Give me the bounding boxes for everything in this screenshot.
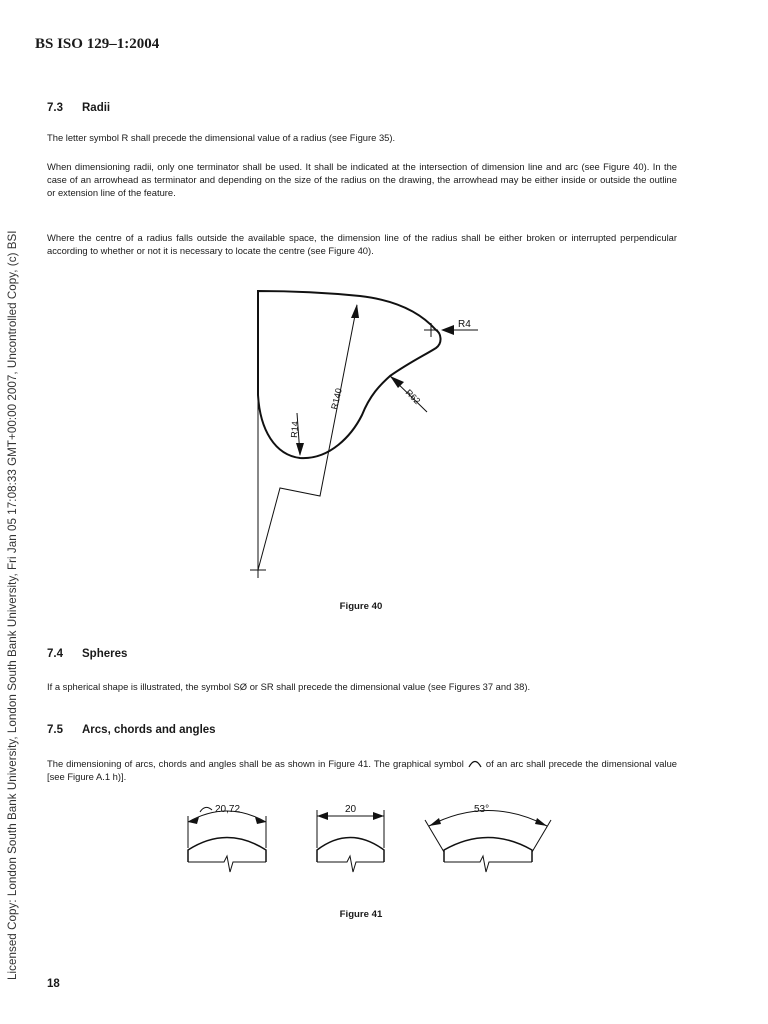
paragraph-radii-2: When dimensioning radii, only one terminator shall be used. It shall be indicated at the intersection of dimension line and arc (see Figure 40). In the case of an arrowhead as terminator and depending on the size of the radius on the drawing, the arrowhead may be either inside or outside the outline or extension line of the feature. <box>47 161 677 198</box>
section-heading-spheres <box>47 648 127 660</box>
figure-40-outline <box>258 291 441 458</box>
r140-arrowhead <box>351 304 359 318</box>
paragraph-arcs-1 <box>47 757 677 783</box>
section-title: Spheres <box>82 648 128 660</box>
paragraph-radii-1: The letter symbol R shall precede the dimensional value of a radius (see Figure 35). <box>47 132 396 143</box>
paragraph-arcs-text-after: of an arc shall precede the dimensional value [see Figure A.1 h)]. <box>47 758 678 782</box>
r140-broken-dimension-line <box>258 305 357 570</box>
label-r140: R140 <box>329 387 344 411</box>
label-arc-length: 20,72 <box>215 804 241 815</box>
paragraph-spheres-1: If a spherical shape is illustrated, the symbol SØ or SR shall precede the dimensional value (see Figures 37 and 38). <box>47 681 531 692</box>
r14-arrowhead <box>296 443 304 456</box>
section-heading-arcs <box>47 724 216 736</box>
r4-arrowhead <box>441 325 454 335</box>
section-number: 7.4 <box>47 648 63 660</box>
paragraph-arcs-text-before: The dimensioning of arcs, chords and angles shall be as shown in Figure 41. The graphical symbol <box>47 758 464 769</box>
section-title: Arcs, chords and angles <box>82 724 216 736</box>
label-chord: 20 <box>345 804 357 815</box>
label-r14: R14 <box>289 420 301 439</box>
license-watermark: Licensed Copy: London South Bank University, London South Bank University, Fri Jan 05 17:08:33 GMT+00:00 2007, Uncontrolled Copy, (c) BSI <box>6 230 19 980</box>
section-title: Radii <box>82 102 111 114</box>
figure-41-caption: Figure 41 <box>339 909 383 920</box>
label-r4: R4 <box>458 319 471 330</box>
section-number: 7.3 <box>47 102 63 114</box>
r62-arrowhead <box>390 376 404 388</box>
paragraph-radii-3: Where the centre of a radius falls outside the available space, the dimension line of the radius shall be either broken or interrupted perpendicular according to whether or not it is necessary to locate the centre (see Figure 40). <box>47 232 677 256</box>
arc-symbol-icon <box>467 758 483 768</box>
standard-header: BS ISO 129–1:2004 <box>35 36 160 52</box>
figure-40-caption: Figure 40 <box>339 601 383 612</box>
page-number: 18 <box>47 978 60 990</box>
figure-41-drawing <box>0 790 768 890</box>
label-angle: 53° <box>474 804 490 815</box>
section-number: 7.5 <box>47 724 63 736</box>
label-r62: R62 <box>403 387 423 407</box>
figure-41-angle <box>425 811 551 873</box>
figure-41-arc-length <box>188 807 266 872</box>
